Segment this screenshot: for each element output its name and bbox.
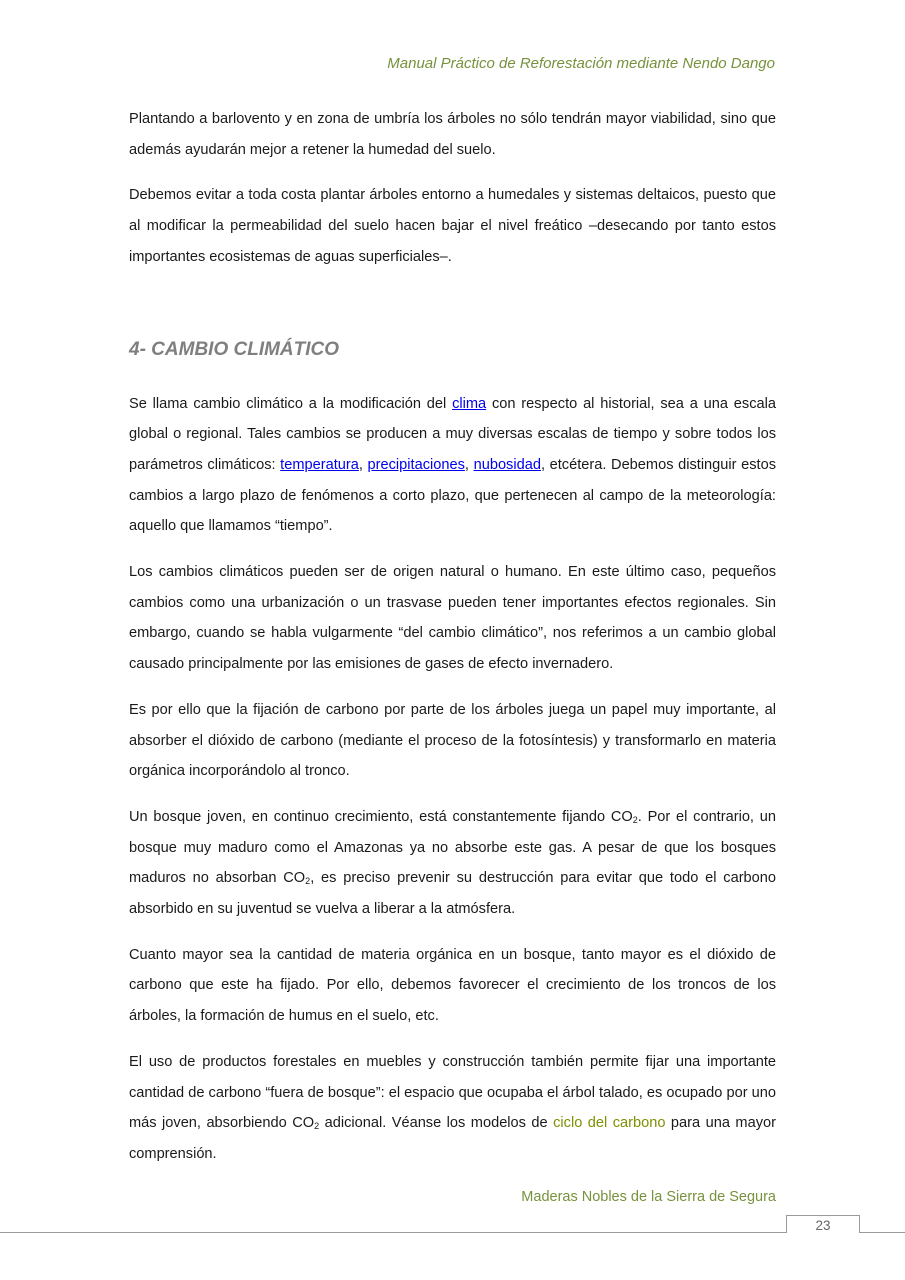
subscript: 2	[305, 876, 311, 887]
link-temperatura[interactable]: temperatura	[280, 456, 359, 473]
subscript: 2	[632, 814, 638, 825]
subscript: 2	[314, 1121, 320, 1132]
intro-paragraph-2: Debemos evitar a toda costa plantar árboles entorno a humedales y sistemas deltaicos, puesto que al modificar la permeabilidad del suelo hacen bajar el nivel freático –desecando por tanto estos importantes ecosistemas de aguas superficiales–.	[129, 187, 776, 265]
section-heading: 4- CAMBIO CLIMÁTICO	[129, 338, 340, 360]
section-paragraph-6	[129, 1047, 776, 1170]
text-span: , etcétera. Debemos distinguir estos cambios a largo plazo de fenómenos a corto plazo, que pertenecen al campo de la meteorología: aquello que llamamos “tiempo”.	[129, 456, 777, 535]
link-clima[interactable]: clima	[452, 395, 487, 412]
page-number: 23	[786, 1215, 860, 1233]
text-span: Se llama cambio climático a la modificación del	[129, 395, 453, 412]
text-span: ,	[358, 456, 368, 473]
text-span: con respecto al historial, sea a una escala global o regional. Tales cambios se producen a muy diversas escalas de tiempo y sobre todos los parámetros climáticos:	[129, 395, 776, 473]
text-span: Un bosque joven, en continuo crecimiento, está constantemente fijando CO	[129, 808, 633, 825]
section-paragraph-4	[129, 802, 776, 925]
footer-divider	[0, 1232, 905, 1233]
page-body	[129, 104, 776, 1185]
footer-text: Maderas Nobles de la Sierra de Segura	[521, 1189, 776, 1205]
section-paragraph-5: Cuanto mayor sea la cantidad de materia orgánica en un bosque, tanto mayor es el dióxido de carbono que este ha fijado. Por ello, debemos favorecer el crecimiento de los troncos de los árboles, la formación de humus en el suelo, etc.	[129, 946, 776, 1025]
text-span: , es preciso prevenir su destrucción para evitar que todo el carbono absorbido en su juventud se vuelva a liberar a la atmósfera.	[129, 870, 777, 918]
section-paragraph-2: Los cambios climáticos pueden ser de origen natural o humano. En este último caso, pequeños cambios como una urbanización o un trasvase pueden tener importantes efectos regionales. Sin embargo, cuando se habla vulgarmente “del cambio climático”, nos referimos a un cambio global causado principalmente por las emisiones de gases de efecto invernadero.	[129, 564, 776, 673]
link-ciclo-del-carbono[interactable]: ciclo del carbono	[553, 1115, 666, 1132]
section-paragraph-1	[129, 389, 776, 543]
text-span: adicional. Véanse los modelos de	[319, 1115, 554, 1132]
running-header: Manual Práctico de Reforestación mediante Nendo Dango	[387, 55, 775, 72]
text-span: para una mayor comprensión.	[129, 1115, 776, 1162]
link-precipitaciones[interactable]: precipitaciones	[367, 456, 465, 473]
text-span: El uso de productos forestales en muebles y construcción también permite fijar una importante cantidad de carbono “fuera de bosque”: el espacio que ocupaba el árbol talado, es ocupado por uno más joven, absorbiendo CO	[129, 1053, 776, 1132]
intro-paragraph-1: Plantando a barlovento y en zona de umbría los árboles no sólo tendrán mayor viabilidad, sino que además ayudarán mejor a retener la humedad del suelo.	[129, 111, 776, 158]
text-span: ,	[464, 456, 474, 473]
section-paragraph-3: Es por ello que la fijación de carbono por parte de los árboles juega un papel muy importante, al absorber el dióxido de carbono (mediante el proceso de la fotosíntesis) y transformarlo en materia orgánica incorporándolo al tronco.	[129, 701, 776, 780]
link-nubosidad[interactable]: nubosidad	[473, 456, 541, 473]
text-span: . Por el contrario, un bosque muy maduro como el Amazonas ya no absorbe este gas. A pesar de que los bosques maduros no absorban CO	[129, 808, 776, 887]
